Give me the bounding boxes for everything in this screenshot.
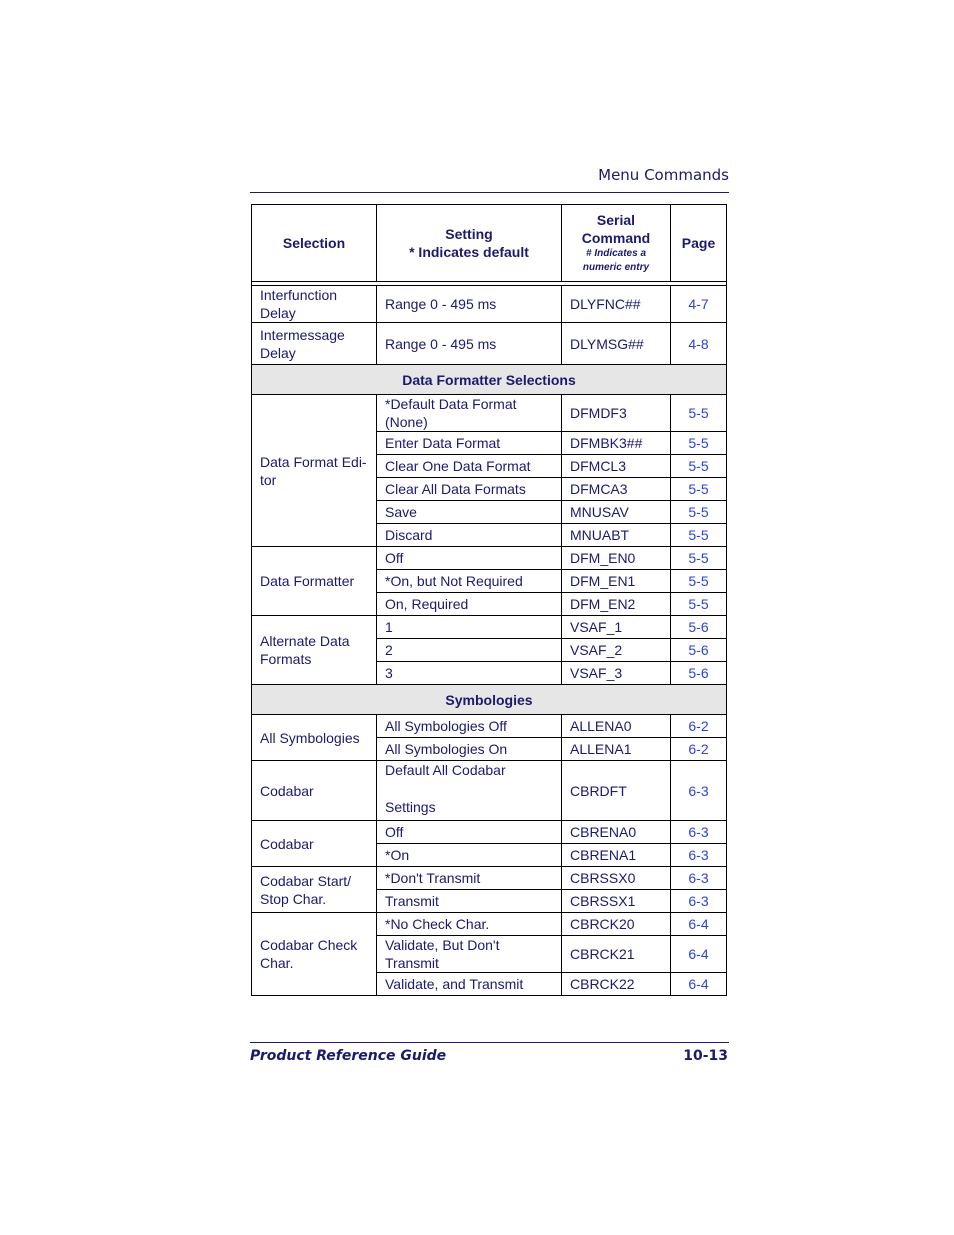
header-serial-command	[562, 205, 671, 282]
cell-selection: Data Formatter	[252, 547, 377, 616]
cell-page-link[interactable]: 6-3	[671, 761, 727, 821]
cell-page-link[interactable]: 5-5	[671, 547, 727, 570]
footer-page-number: 10-13	[683, 1048, 728, 1064]
cell-page-link[interactable]: 4-8	[671, 323, 727, 365]
cell-command: DFMDF3	[562, 395, 671, 432]
cell-setting	[377, 761, 562, 821]
cell-command: DLYMSG##	[562, 323, 671, 365]
cell-command: ALLENA1	[562, 738, 671, 761]
table-row	[252, 286, 727, 323]
header-setting	[377, 205, 562, 282]
cell-page-link[interactable]: 5-5	[671, 501, 727, 524]
cell-selection: Alternate Data Formats	[252, 616, 377, 685]
cell-command: DLYFNC##	[562, 286, 671, 323]
cell-setting: 1	[377, 616, 562, 639]
page-header-title: Menu Commands	[598, 166, 729, 184]
cell-setting: Range 0 - 495 ms	[377, 286, 562, 323]
section-title-symbologies: Symbologies	[252, 685, 727, 715]
cell-page-link[interactable]: 5-6	[671, 616, 727, 639]
cell-setting: *No Check Char.	[377, 913, 562, 936]
cell-setting: Validate, and Transmit	[377, 973, 562, 996]
cell-setting-line1: Default All Codabar	[385, 762, 506, 778]
cell-setting: Save	[377, 501, 562, 524]
cell-command: CBRSSX0	[562, 867, 671, 890]
cell-setting: *Default Data Format (None)	[377, 395, 562, 432]
footer-divider	[250, 1042, 729, 1043]
section-row	[252, 685, 727, 715]
cell-command: CBRENA0	[562, 821, 671, 844]
cell-page-link[interactable]: 5-6	[671, 662, 727, 685]
table-row	[252, 547, 727, 570]
cell-command: CBRSSX1	[562, 890, 671, 913]
cell-page-link[interactable]: 6-2	[671, 715, 727, 738]
cell-command: DFMBK3##	[562, 432, 671, 455]
table-row	[252, 616, 727, 639]
table-row	[252, 867, 727, 890]
cell-page-link[interactable]: 5-6	[671, 639, 727, 662]
cell-command: CBRCK22	[562, 973, 671, 996]
cell-page-link[interactable]: 6-4	[671, 973, 727, 996]
table-row	[252, 761, 727, 821]
cell-command: MNUABT	[562, 524, 671, 547]
cell-command: DFM_EN2	[562, 593, 671, 616]
cell-selection: Codabar Start/ Stop Char.	[252, 867, 377, 913]
header-selection: Selection	[252, 205, 377, 282]
cell-command: VSAF_1	[562, 616, 671, 639]
header-page: Page	[671, 205, 727, 282]
table-header-row	[252, 205, 727, 282]
cell-selection: Intermessage Delay	[252, 323, 377, 365]
cell-setting: Clear One Data Format	[377, 455, 562, 478]
cell-command: DFMCA3	[562, 478, 671, 501]
table-row	[252, 395, 727, 432]
cell-selection: Interfunction Delay	[252, 286, 377, 323]
cell-command: VSAF_2	[562, 639, 671, 662]
cell-setting: Transmit	[377, 890, 562, 913]
header-divider	[250, 192, 729, 193]
cell-page-link[interactable]: 5-5	[671, 395, 727, 432]
header-setting-line2: * Indicates default	[409, 244, 529, 260]
table-row	[252, 715, 727, 738]
cell-command: CBRENA1	[562, 844, 671, 867]
cell-setting: Clear All Data Formats	[377, 478, 562, 501]
menu-commands-table	[251, 204, 727, 996]
cell-command: CBRCK21	[562, 936, 671, 973]
cell-setting: Off	[377, 547, 562, 570]
cell-selection: Data Format Edi- tor	[252, 395, 377, 547]
cell-command: MNUSAV	[562, 501, 671, 524]
section-title-data-formatter: Data Formatter Selections	[252, 365, 727, 395]
cell-page-link[interactable]: 5-5	[671, 455, 727, 478]
cell-setting: Off	[377, 821, 562, 844]
cell-command: CBRDFT	[562, 761, 671, 821]
cell-command: ALLENA0	[562, 715, 671, 738]
cell-setting: 2	[377, 639, 562, 662]
cell-selection: Codabar	[252, 761, 377, 821]
cell-page-link[interactable]: 5-5	[671, 570, 727, 593]
table-row	[252, 913, 727, 936]
cell-page-link[interactable]: 6-4	[671, 913, 727, 936]
section-row	[252, 365, 727, 395]
table-row	[252, 323, 727, 365]
cell-setting: All Symbologies On	[377, 738, 562, 761]
cell-page-link[interactable]: 6-3	[671, 890, 727, 913]
cell-page-link[interactable]: 5-5	[671, 478, 727, 501]
cell-setting: Validate, But Don't Transmit	[377, 936, 562, 973]
cell-setting: Enter Data Format	[377, 432, 562, 455]
cell-selection: Codabar Check Char.	[252, 913, 377, 996]
cell-command: DFM_EN1	[562, 570, 671, 593]
cell-page-link[interactable]: 6-2	[671, 738, 727, 761]
cell-setting: On, Required	[377, 593, 562, 616]
cell-setting: *Don't Transmit	[377, 867, 562, 890]
cell-page-link[interactable]: 5-5	[671, 524, 727, 547]
cell-setting: *On, but Not Required	[377, 570, 562, 593]
header-serial-line1: Serial	[596, 212, 636, 228]
cell-setting: Discard	[377, 524, 562, 547]
cell-command: CBRCK20	[562, 913, 671, 936]
cell-setting: All Symbologies Off	[377, 715, 562, 738]
cell-setting-line2: Settings	[385, 799, 436, 815]
cell-page-link[interactable]: 4-7	[671, 286, 727, 323]
cell-page-link[interactable]: 6-3	[671, 844, 727, 867]
cell-setting: *On	[377, 844, 562, 867]
header-serial-line3: # Indicates a	[585, 248, 647, 259]
cell-selection: Codabar	[252, 821, 377, 867]
cell-setting: 3	[377, 662, 562, 685]
cell-command: DFMCL3	[562, 455, 671, 478]
cell-page-link[interactable]: 5-5	[671, 432, 727, 455]
header-serial-line4: numeric entry	[582, 262, 650, 273]
cell-page-link[interactable]: 6-3	[671, 867, 727, 890]
cell-command: VSAF_3	[562, 662, 671, 685]
header-serial-line2: Command	[581, 230, 651, 246]
cell-page-link[interactable]: 5-5	[671, 593, 727, 616]
cell-page-link[interactable]: 6-4	[671, 936, 727, 973]
footer-guide-title: Product Reference Guide	[250, 1048, 447, 1064]
header-setting-line1: Setting	[445, 226, 493, 242]
cell-selection: All Symbologies	[252, 715, 377, 761]
cell-setting: Range 0 - 495 ms	[377, 323, 562, 365]
cell-page-link[interactable]: 6-3	[671, 821, 727, 844]
cell-command: DFM_EN0	[562, 547, 671, 570]
table-row	[252, 821, 727, 844]
